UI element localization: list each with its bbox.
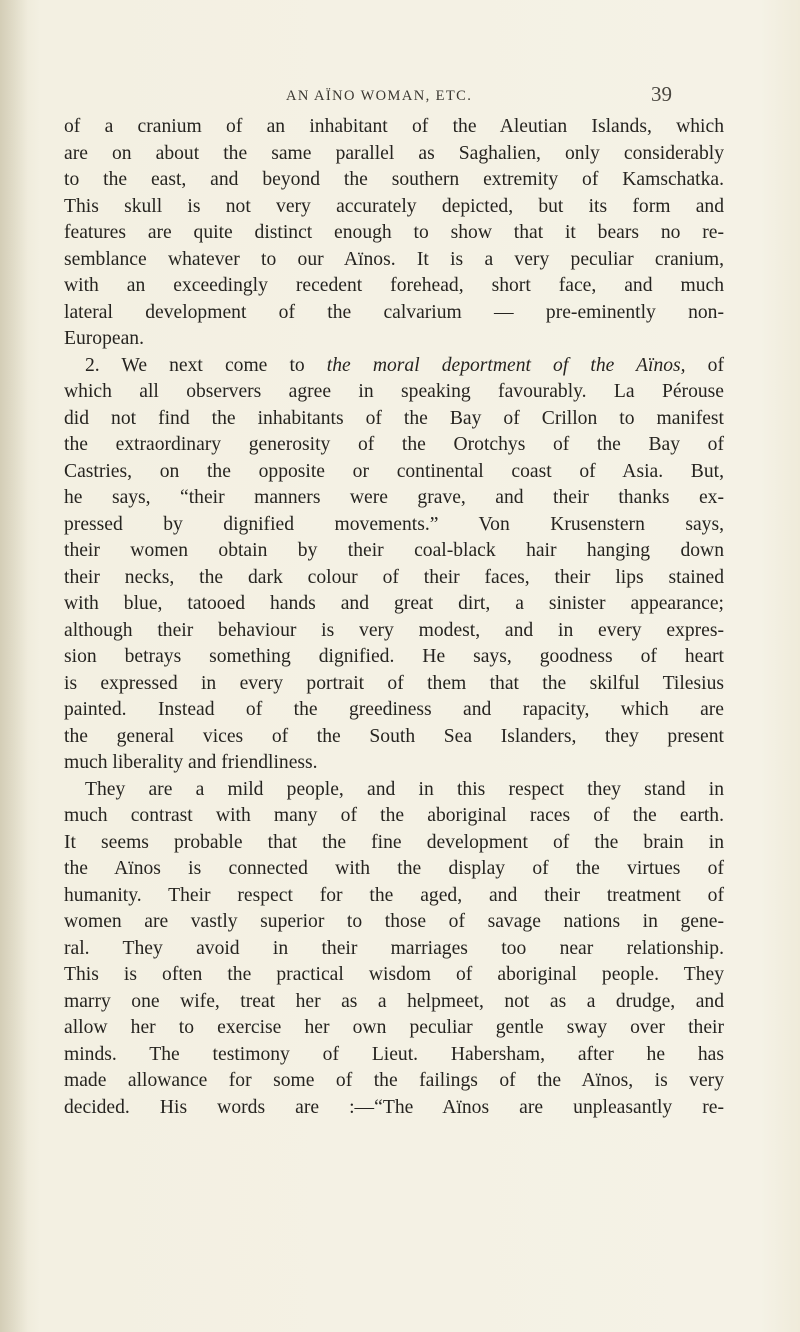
text-segment: of <box>685 354 724 376</box>
text-line: Castries, on the opposite or continental coast of Asia. But, <box>64 460 724 482</box>
text-line: decided. His words are :—“The Aïnos are unpleasantly re- <box>64 1096 724 1118</box>
text-line: made allowance for some of the failings of the Aïnos, is very <box>64 1070 724 1091</box>
text-line: which all observers agree in speaking favourably. La Pérouse <box>64 381 724 402</box>
text-line: It seems probable that the fine development of the brain in <box>64 831 724 853</box>
text-line: he says, “their manners were grave, and their thanks ex- <box>64 487 724 508</box>
text-line: features are quite distinct enough to show that it bears no re- <box>64 222 724 243</box>
text-line: did not find the inhabitants of the Bay of Crillon to manifest <box>64 407 724 429</box>
text-line: to the east, and beyond the southern extremity of Kamschatka. <box>64 169 724 190</box>
text-line: humanity. Their respect for the aged, and their treatment of <box>64 884 724 906</box>
text-line: This is often the practical wisdom of aboriginal people. They <box>64 964 724 985</box>
text-line: are on about the same parallel as Saghalien, only considerably <box>64 142 724 164</box>
running-title: AN AÏNO WOMAN, ETC. <box>286 88 473 104</box>
text-line: This skull is not very accurately depicted, but its form and <box>64 195 724 217</box>
text-line: with an exceedingly recedent forehead, short face, and much <box>64 275 724 296</box>
text-line: ral. They avoid in their marriages too near relationship. <box>64 937 724 959</box>
text-segment: 2. We next come to <box>85 354 327 376</box>
text-line: although their behaviour is very modest, and in every expres- <box>64 619 724 641</box>
text-line <box>64 353 724 380</box>
text-line: their women obtain by their coal-black hair hanging down <box>64 540 724 561</box>
text-line: allow her to exercise her own peculiar gentle sway over their <box>64 1017 724 1038</box>
gutter-shadow <box>0 0 28 1332</box>
text-line: much contrast with many of the aboriginal races of the earth. <box>64 805 724 826</box>
text-line: They are a mild people, and in this respect they stand in <box>85 778 724 800</box>
text-line: of a cranium of an inhabitant of the Aleutian Islands, which <box>64 116 724 137</box>
text-line: painted. Instead of the greediness and rapacity, which are <box>64 699 724 720</box>
page-number: 39 <box>651 82 672 106</box>
text-line: lateral development of the calvarium — pre-eminently non- <box>64 301 724 323</box>
text-line: semblance whatever to our Aïnos. It is a very peculiar cranium, <box>64 248 724 270</box>
text-line: their necks, the dark colour of their faces, their lips stained <box>64 566 724 588</box>
text-line: the Aïnos is connected with the display of the virtues of <box>64 858 724 879</box>
text-line: marry one wife, treat her as a helpmeet, not as a drudge, and <box>64 990 724 1012</box>
text-line: sion betrays something dignified. He says, goodness of heart <box>64 646 724 667</box>
text-line: European. <box>64 328 144 349</box>
text-line: minds. The testimony of Lieut. Habersham, after he has <box>64 1043 724 1065</box>
text-line: much liberality and friendliness. <box>64 752 318 773</box>
text-line: is expressed in every portrait of them that the skilful Tilesius <box>64 672 724 694</box>
body-text <box>64 114 724 1121</box>
running-head <box>0 80 800 104</box>
italic-phrase: the moral deportment of the Aïnos, <box>326 354 686 376</box>
text-line: pressed by dignified movements.” Von Krusenstern says, <box>64 513 724 535</box>
text-line: the general vices of the South Sea Islanders, they present <box>64 725 724 747</box>
text-line: with blue, tatooed hands and great dirt, a sinister appearance; <box>64 593 724 614</box>
text-line: women are vastly superior to those of savage nations in gene- <box>64 911 724 932</box>
text-line: the extraordinary generosity of the Orotchys of the Bay of <box>64 434 724 455</box>
